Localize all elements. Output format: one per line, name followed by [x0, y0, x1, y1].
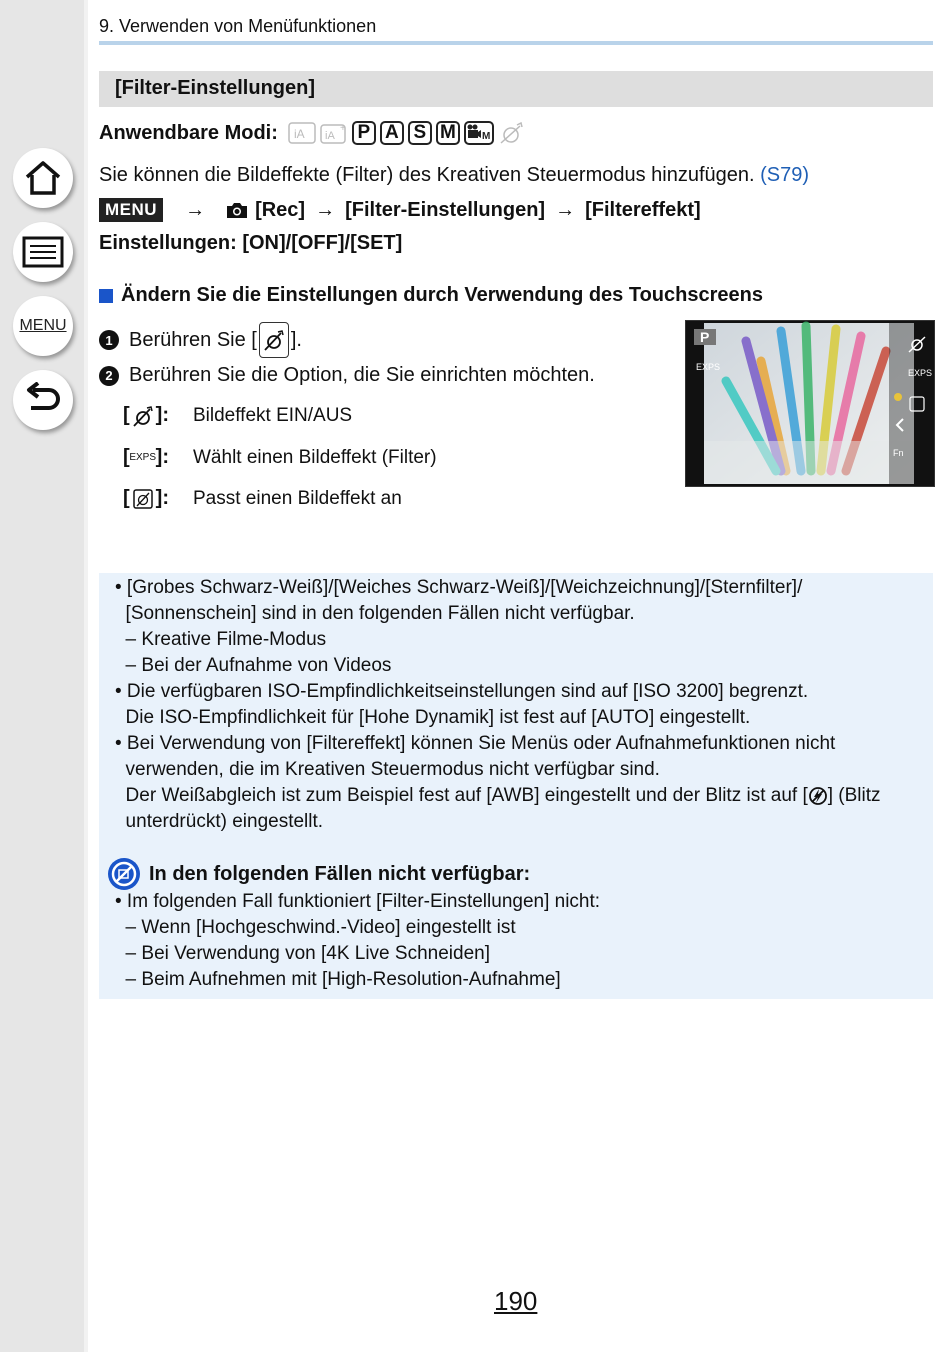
bracket-open: [ — [123, 446, 130, 468]
touch-heading — [99, 284, 763, 307]
aperture-mode-icon: A — [380, 120, 404, 146]
filter-touch-icon — [259, 322, 289, 358]
program-mode-icon: P — [352, 120, 376, 146]
bracket-open: [ — [123, 404, 130, 426]
chapter-title: 9. Verwenden von Menüfunktionen — [99, 16, 377, 36]
svg-text:EXPS: EXPS — [908, 368, 933, 378]
note-line: verwenden, die im Kreativen Steuermodus nicht verfügbar sind. — [115, 759, 660, 780]
path-arrow: → — [555, 198, 576, 221]
flash-off-icon — [808, 786, 828, 806]
note-line: • Die verfügbaren ISO-Empfindlichkeitseinstellungen sind auf [ISO 3200] begrenzt. — [115, 681, 809, 702]
intro-text: Sie können die Bildeffekte (Filter) des Kreativen Steuermodus hinzufügen. — [99, 164, 755, 186]
intro-paragraph — [99, 164, 809, 187]
note-text: ] (Blitz — [827, 785, 881, 806]
note-line: • [Grobes Schwarz-Weiß]/[Weiches Schwarz-Weiß]/[Weichzeichnung]/[Sternfilter]/ — [115, 577, 803, 598]
bullet-square-icon — [99, 289, 113, 303]
step-1-prefix: Berühren Sie [ — [129, 328, 257, 351]
back-button[interactable] — [13, 370, 73, 430]
section-title: [Filter-Einstellungen] — [115, 77, 315, 99]
step-number-1: 1 — [99, 330, 119, 350]
back-arrow-icon — [23, 382, 63, 418]
option-filter-adjust — [123, 487, 402, 510]
option-exps — [123, 446, 437, 469]
bracket-close: ]: — [155, 404, 169, 426]
intelligent-auto-mode-icon — [288, 120, 316, 146]
menu-label: MENU — [19, 317, 67, 334]
menu-path — [99, 196, 701, 224]
path-rec: [Rec] — [255, 198, 306, 221]
not-available-line: – Wenn [Hochgeschwind.-Video] eingestellt ist — [115, 917, 516, 938]
filter-toggle-icon — [130, 405, 156, 427]
sidebar — [0, 0, 88, 1352]
note-line-flash — [115, 785, 881, 807]
option-filter-toggle — [123, 404, 353, 427]
step-1 — [99, 322, 302, 358]
menu-badge: MENU — [99, 198, 163, 222]
list-icon — [22, 236, 64, 268]
creative-video-mode-icon — [464, 120, 494, 146]
svg-text:iA: iA — [293, 127, 305, 141]
home-icon — [23, 158, 63, 198]
option-desc: Bildeffekt EIN/AUS — [193, 404, 353, 426]
exps-icon: EXPS — [129, 452, 157, 463]
option-desc: Passt einen Bildeffekt an — [193, 487, 402, 509]
not-available-line: – Beim Aufnehmen mit [High-Resolution-Aufnahme] — [115, 969, 561, 990]
manual-mode-icon: M — [436, 120, 460, 146]
path-filter-settings: [Filter-Einstellungen] — [345, 198, 546, 221]
filter-adjust-icon — [130, 488, 156, 510]
step-1-suffix: ]. — [290, 328, 302, 351]
path-arrow: → — [315, 198, 336, 221]
page-number[interactable]: 190 — [494, 1286, 538, 1316]
sidebar-edge — [84, 0, 88, 1352]
path-arrow: → — [185, 198, 206, 221]
step-2-text: Berühren Sie die Option, die Sie einrichten möchten. — [129, 364, 595, 386]
note-line: – Kreative Filme-Modus — [115, 629, 327, 650]
camera-icon — [225, 200, 249, 220]
note-text: Der Weißabgleich ist zum Beispiel fest auf [AWB] eingestellt und der Blitz ist auf [ — [115, 785, 808, 806]
not-available-icon — [107, 857, 141, 891]
home-button[interactable] — [13, 148, 73, 208]
not-available-line: • Im folgenden Fall funktioniert [Filter-Einstellungen] nicht: — [115, 891, 601, 912]
bracket-close: ]: — [155, 446, 169, 468]
settings-values: Einstellungen: [ON]/[OFF]/[SET] — [99, 232, 403, 254]
page-reference-link[interactable]: (S79) — [760, 164, 810, 186]
path-filter-effect: [Filtereffekt] — [585, 198, 701, 221]
shutter-mode-icon: S — [408, 120, 432, 146]
note-line: Die ISO-Empfindlichkeit für [Hohe Dynamik] ist fest auf [AUTO] eingestellt. — [115, 707, 751, 728]
intelligent-auto-plus-mode-icon — [320, 120, 348, 146]
note-line: unterdrückt) eingestellt. — [115, 811, 324, 832]
bracket-open: [ — [123, 487, 130, 509]
option-desc: Wählt einen Bildeffekt (Filter) — [193, 446, 437, 468]
step-number-2: 2 — [99, 366, 119, 386]
svg-text:+: + — [339, 123, 346, 134]
contents-button[interactable] — [13, 222, 73, 282]
not-available-title: In den folgenden Fällen nicht verfügbar: — [149, 862, 531, 885]
svg-text:P: P — [700, 329, 710, 345]
step-2 — [99, 364, 595, 387]
not-available-line: – Bei Verwendung von [4K Live Schneiden] — [115, 943, 490, 964]
camera-screen-image — [686, 321, 934, 486]
menu-button[interactable] — [13, 296, 73, 356]
chapter-divider — [99, 41, 933, 45]
note-line: [Sonnenschein] sind in den folgenden Fällen nicht verfügbar. — [115, 603, 635, 624]
note-line: • Bei Verwendung von [Filtereffekt] können Sie Menüs oder Aufnahmefunktionen nicht — [115, 733, 836, 754]
svg-text:M: M — [481, 131, 491, 142]
applicable-modes — [99, 118, 528, 148]
creative-control-mode-icon — [498, 120, 524, 146]
svg-text:iA: iA — [324, 130, 335, 142]
svg-text:EXPS: EXPS — [696, 362, 721, 372]
bracket-close: ]: — [155, 487, 169, 509]
modes-label: Anwendbare Modi: — [99, 121, 278, 144]
note-line: – Bei der Aufnahme von Videos — [115, 655, 392, 676]
svg-text:Fn: Fn — [893, 448, 904, 458]
not-available-heading — [107, 857, 530, 891]
section-header — [99, 71, 933, 107]
notes-box — [99, 573, 933, 999]
touch-heading-text: Ändern Sie die Einstellungen durch Verwendung des Touchscreens — [121, 284, 763, 306]
camera-screen-illustration — [685, 320, 935, 487]
